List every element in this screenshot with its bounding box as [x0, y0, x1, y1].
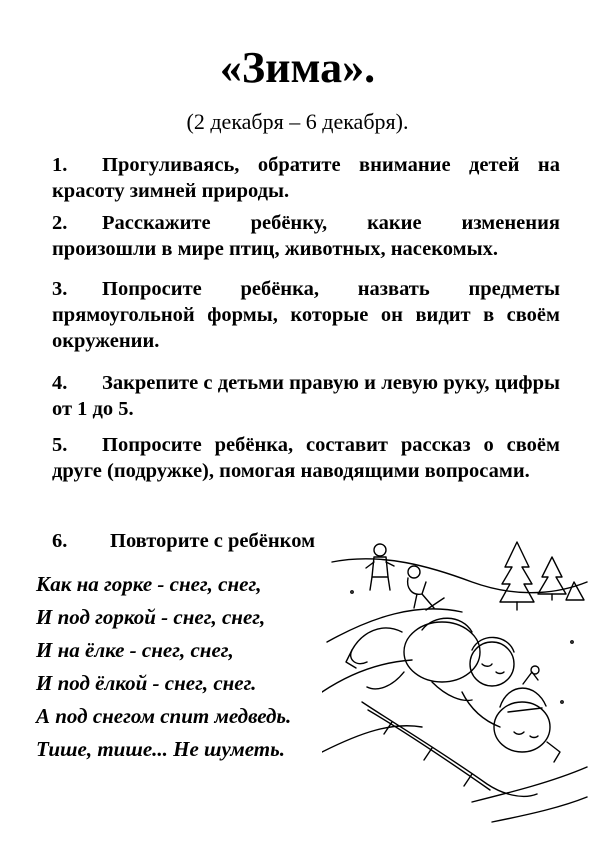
item-number: 1.: [52, 154, 68, 176]
poem: [36, 568, 336, 766]
list-item: [52, 528, 332, 554]
item-text: Повторите с ребёнком: [110, 530, 316, 552]
date-range: (2 декабря – 6 декабря).: [186, 109, 409, 134]
list-item: [52, 210, 560, 262]
list-item: [52, 152, 560, 204]
item-number: 5.: [52, 434, 68, 456]
poem-line: Тише, тише... Не шуметь.: [36, 737, 285, 761]
poem-line: И под горкой - снег, снег,: [36, 605, 266, 629]
poem-line: И под ёлкой - снег, снег.: [36, 671, 257, 695]
item-number: 6.: [52, 530, 68, 552]
page-title: «Зима».: [219, 43, 376, 92]
children-sledding-drawing-icon: [322, 522, 590, 827]
item-number: 2.: [52, 212, 68, 234]
tree-icon: [500, 542, 534, 610]
item-text: Закрепите с детьми правую и левую руку, цифры от 1 до 5.: [52, 372, 560, 420]
list-item: [52, 370, 560, 422]
list-item: [52, 432, 560, 484]
item-text: Расскажите ребёнку, какие изменения произошли в мире птиц, животных, насекомых.: [52, 212, 560, 260]
item-text: Прогуливаясь, обратите внимание детей на красоту зимней природы.: [52, 154, 560, 202]
item-text: Попросите ребёнка, составит рассказ о своём друге (подружке), помогая наводящими вопросами.: [52, 434, 560, 482]
list-item: [52, 276, 560, 354]
item-text: Попросите ребёнка, назвать предметы прямоугольной формы, которые он видит в своём окружении.: [52, 278, 560, 352]
poem-line: А под снегом спит медведь.: [36, 704, 292, 728]
poem-line: И на ёлке - снег, снег,: [36, 638, 234, 662]
item-number: 4.: [52, 372, 68, 394]
item-number: 3.: [52, 278, 68, 300]
poem-line: Как на горке - снег, снег,: [36, 572, 262, 596]
